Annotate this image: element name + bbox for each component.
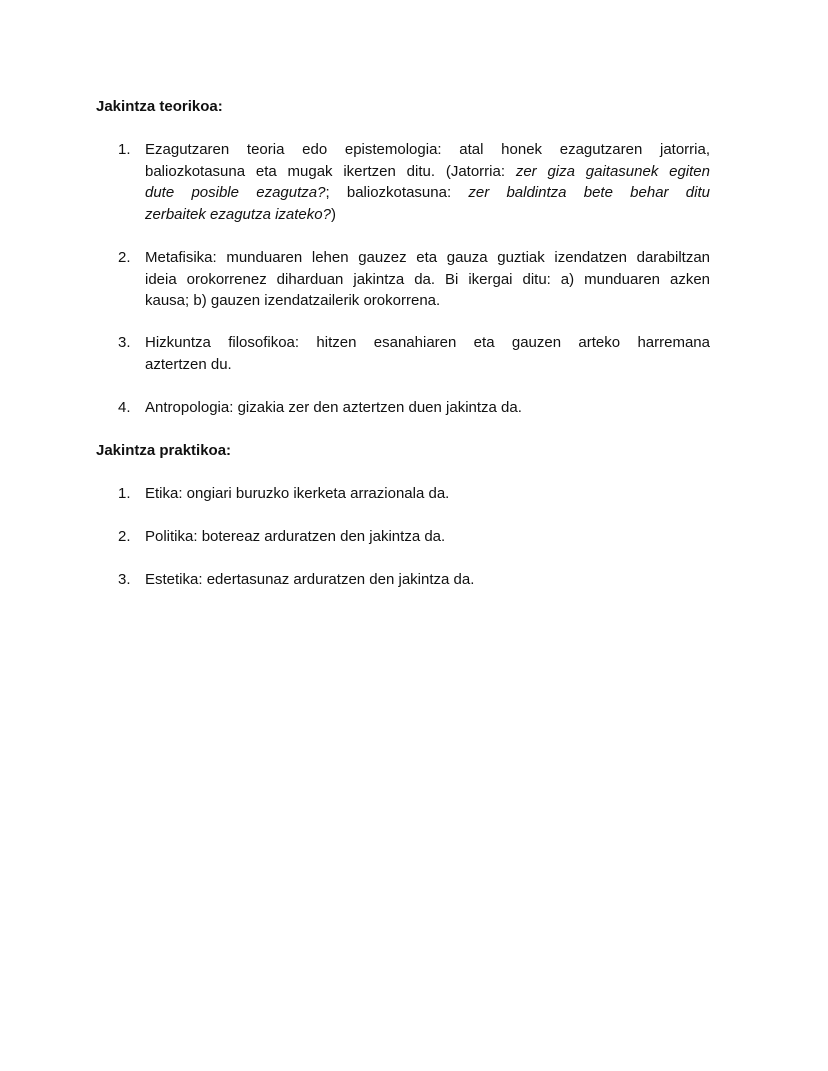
- list-item: [118, 332, 710, 375]
- text-run: ; baliozkotasuna:: [325, 184, 469, 201]
- list-number: 2.: [118, 528, 131, 545]
- list-item-text: [145, 483, 710, 505]
- list-item: [118, 483, 710, 505]
- italic-text: zer baldintza bete behar ditu: [468, 184, 710, 201]
- text-run: Politika: botereaz arduratzen den jakintza da.: [145, 528, 446, 545]
- text-run: ): [330, 205, 336, 223]
- list-number: 3.: [118, 571, 131, 588]
- text-line: [145, 569, 710, 591]
- text-run: Hizkuntza filosofikoa: hitzen esanahiaren eta gauzen arteko harremana: [145, 334, 710, 351]
- text-line: [145, 397, 710, 419]
- italic-text: zer giza gaitasunek egiten: [515, 162, 710, 180]
- text-line: [145, 139, 710, 161]
- list-item: [118, 397, 710, 419]
- section-heading-practical: Jakintza praktikoa:: [96, 442, 232, 459]
- section-heading-theoretical: Jakintza teorikoa:: [96, 98, 223, 115]
- list-item: [118, 247, 710, 312]
- list-number: 2.: [118, 249, 131, 266]
- text-line: [145, 354, 710, 376]
- text-run: Metafisika: munduaren lehen gauzez eta gauza guztiak izendatzen darabiltzan: [145, 249, 710, 266]
- text-line: [145, 526, 710, 548]
- list-item-text: [145, 332, 710, 375]
- italic-text: dute posible ezagutza?: [145, 184, 326, 201]
- text-line: [145, 290, 710, 312]
- text-run: Estetika: edertasunaz arduratzen den jakintza da.: [145, 571, 475, 588]
- text-run: Ezagutzaren teoria edo epistemologia: atal honek ezagutzaren jatorria,: [145, 141, 710, 158]
- text-line: [145, 247, 710, 269]
- list-item: [118, 569, 710, 591]
- list-item: [118, 526, 710, 548]
- list-item-text: [145, 247, 710, 312]
- text-line: [145, 269, 710, 291]
- text-run: Antropologia: gizakia zer den aztertzen duen jakintza da.: [145, 399, 522, 416]
- list-item: [118, 139, 710, 225]
- text-run: baliozkotasuna eta mugak ikertzen ditu. (Jatorria:: [145, 162, 516, 180]
- text-line: [145, 332, 710, 354]
- list-number: 4.: [118, 399, 131, 416]
- list-number: 3.: [118, 334, 131, 351]
- list-number: 1.: [118, 141, 131, 158]
- list-item-text: [145, 397, 710, 419]
- list-item-text: [145, 526, 710, 548]
- text-run: Etika: ongiari buruzko ikerketa arrazionala da.: [145, 485, 450, 502]
- text-line: [145, 161, 710, 183]
- list-item-text: [145, 139, 710, 225]
- text-line: [145, 483, 710, 505]
- text-line: [145, 182, 710, 204]
- list-item-text: [145, 569, 710, 591]
- text-run: aztertzen du.: [145, 355, 232, 373]
- text-line: [145, 204, 710, 226]
- italic-text: zerbaitek ezagutza izateko?: [145, 205, 331, 223]
- text-run: kausa; b) gauzen izendatzailerik orokorrena.: [145, 292, 441, 309]
- list-number: 1.: [118, 485, 131, 502]
- text-run: ideia orokorrenez diharduan jakintza da. Bi ikergai ditu: a) munduaren azken: [145, 270, 710, 288]
